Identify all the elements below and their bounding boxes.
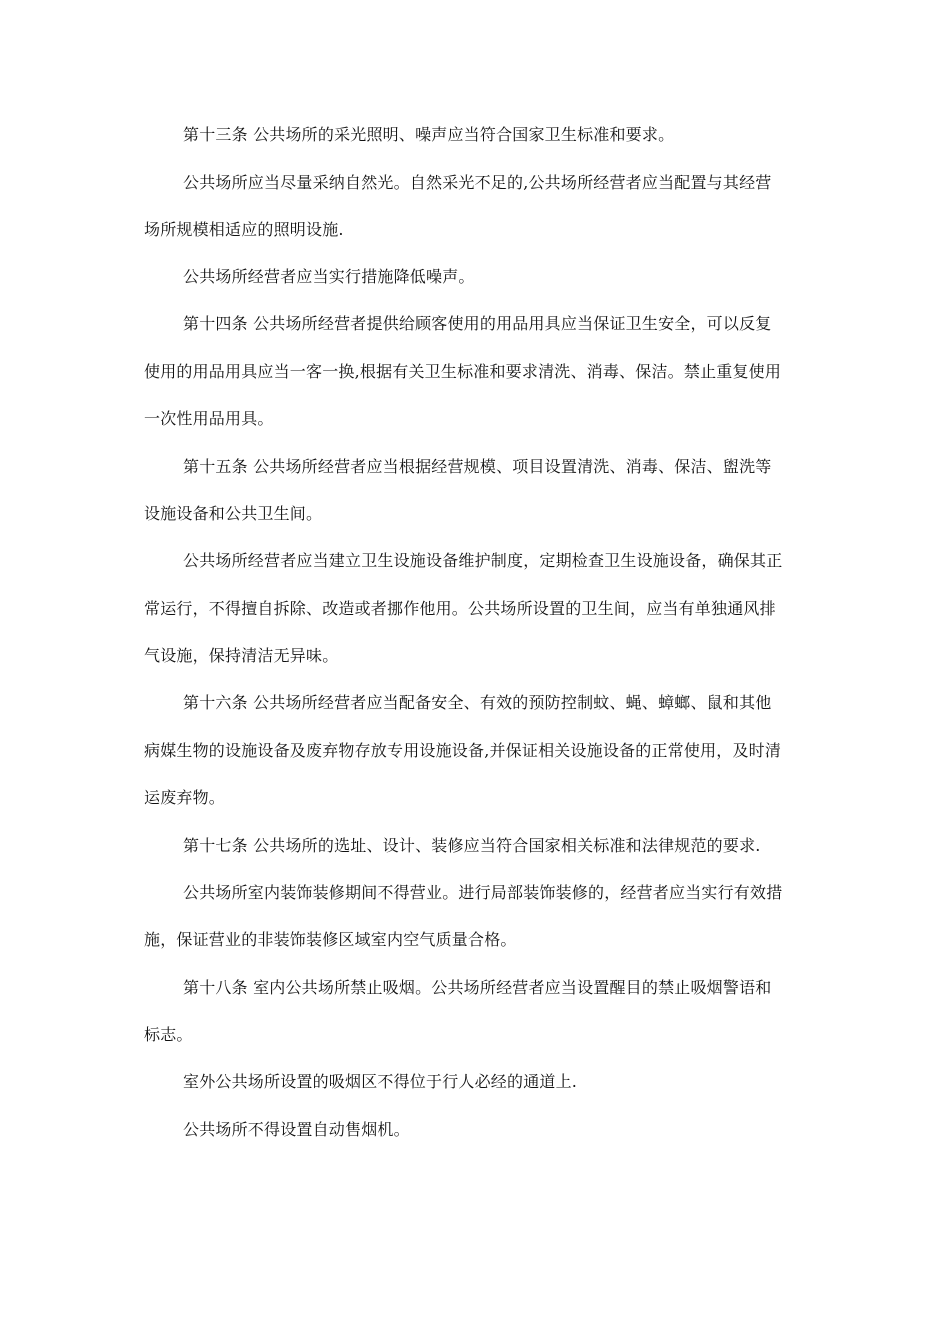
paragraph-line: 公共场所经营者应当建立卫生设施设备维护制度，定期检查卫生设施设备，确保其正 [183,551,783,570]
article-15-line-1: 第十五条 公共场所经营者应当根据经营规模、项目设置清洗、消毒、保洁、盥洗等 [183,457,772,476]
paragraph-line: 施，保证营业的非装饰装修区域室内空气质量合格。 [144,930,517,949]
paragraph-line: 室外公共场所设置的吸烟区不得位于行人必经的通道上. [183,1072,578,1091]
paragraph-line: 运废弃物。 [144,788,226,807]
paragraph-line: 气设施，保持清洁无异味。 [144,646,339,665]
paragraph-line: 场所规模相适应的照明设施. [144,220,344,239]
paragraph-line: 公共场所室内装饰装修期间不得营业。进行局部装饰装修的，经营者应当实行有效措 [183,883,783,902]
paragraph-line: 一次性用品用具。 [144,409,274,428]
paragraph-line: 公共场所应当尽量采纳自然光。自然采光不足的,公共场所经营者应当配置与其经营 [183,173,772,192]
article-16-line-1: 第十六条 公共场所经营者应当配备安全、有效的预防控制蚊、蝇、蟑螂、鼠和其他 [183,693,772,712]
article-17-line-1: 第十七条 公共场所的选址、设计、装修应当符合国家相关标准和法律规范的要求. [183,836,761,855]
paragraph-line: 标志。 [144,1025,193,1044]
paragraph-line: 病媒生物的设施设备及废弃物存放专用设施设备,并保证相关设施设备的正常使用，及时清 [144,741,782,760]
paragraph-line: 常运行，不得擅自拆除、改造或者挪作他用。公共场所设置的卫生间，应当有单独通风排 [144,599,776,618]
paragraph-line: 公共场所经营者应当实行措施降低噪声。 [183,267,475,286]
article-18-line-1: 第十八条 室内公共场所禁止吸烟。公共场所经营者应当设置醒目的禁止吸烟警语和 [183,978,772,997]
paragraph-line: 设施设备和公共卫生间。 [144,504,323,523]
article-14-line-1: 第十四条 公共场所经营者提供给顾客使用的用品用具应当保证卫生安全，可以反复 [183,314,772,333]
paragraph-line: 公共场所不得设置自动售烟机。 [183,1120,410,1139]
article-13-line-1: 第十三条 公共场所的采光照明、噪声应当符合国家卫生标准和要求。 [183,125,675,144]
paragraph-line: 使用的用品用具应当一客一换,根据有关卫生标准和要求清洗、消毒、保洁。禁止重复使用 [144,362,782,381]
